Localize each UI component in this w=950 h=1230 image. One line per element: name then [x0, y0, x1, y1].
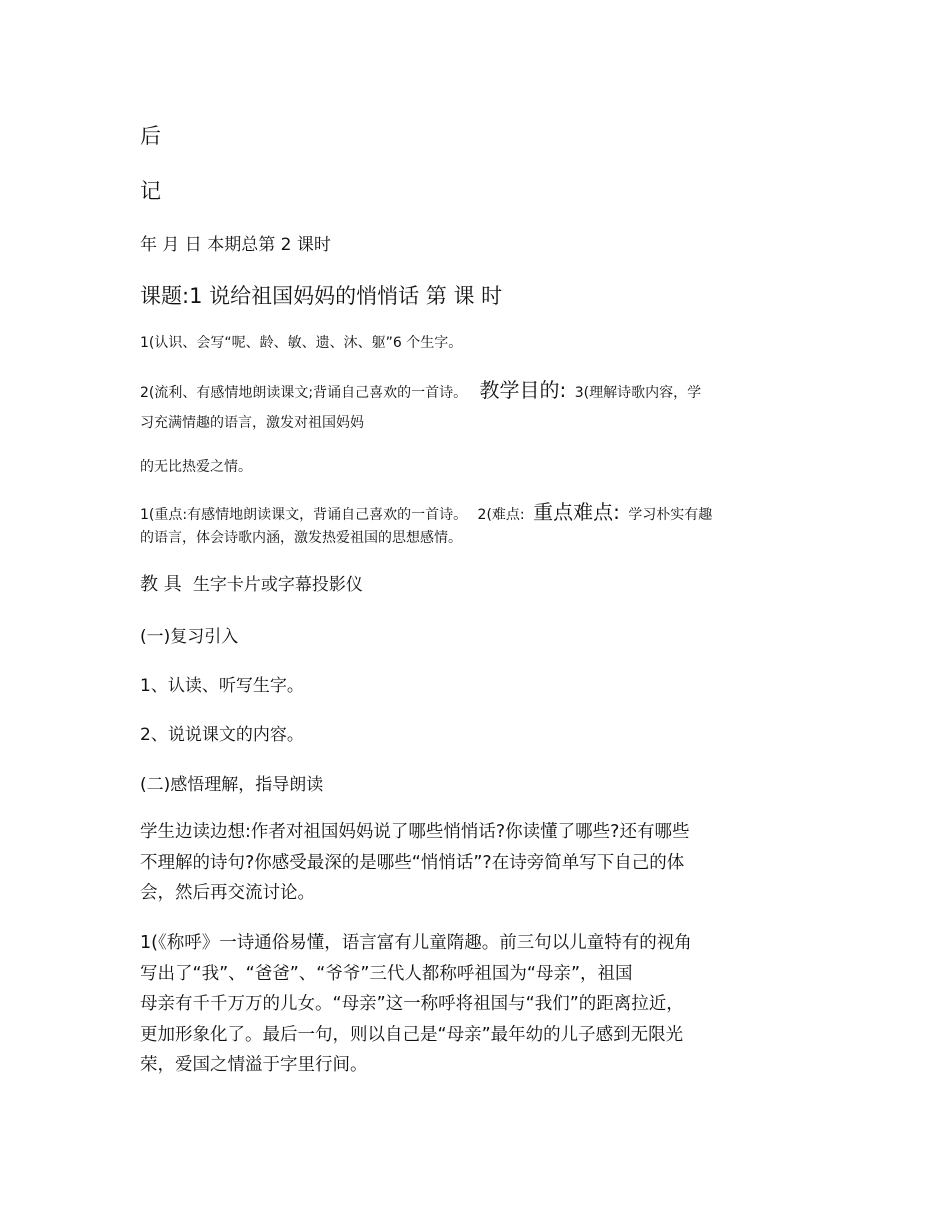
section-review: (一)复习引入	[140, 627, 239, 647]
paragraph-line: 会，然后再交流讨论。	[140, 883, 315, 903]
review-item-1: 1、认读、听写生字。	[140, 676, 304, 696]
date-line: 年 月 日 本期总第 2 课时	[140, 235, 331, 255]
paragraph-line: 1(《称呼》一诗通俗易懂，语言富有儿童隋趣。前三句以儿童特有的视角	[140, 933, 692, 953]
goal-item-2: 2(流利、有感情地朗读课文;背诵自己喜欢的一首诗。	[140, 385, 468, 401]
heading-ji: 记	[140, 179, 161, 203]
goal-line-3: 习充满情趣的语言，激发对祖国妈妈	[140, 415, 364, 431]
goal-line-4: 的无比热爱之情。	[140, 459, 252, 475]
goal-label: 教学目的:	[479, 378, 567, 402]
paragraph-reading-task	[140, 817, 830, 909]
section-understand: (二)感悟理解，指导朗读	[140, 775, 324, 795]
paragraph-poem-analysis	[140, 928, 830, 1081]
goal-line-2	[140, 374, 701, 403]
paragraph-line: 荣，爱国之情溢于字里行间。	[140, 1055, 368, 1075]
difficult-point-label: 2(难点:	[477, 507, 525, 523]
heading-hou: 后	[140, 124, 161, 148]
key-line-1	[140, 496, 712, 525]
tools-label: 教 具	[140, 574, 182, 595]
lesson-title: 课题:1 说给祖国妈妈的悄悄话 第 课 时	[140, 284, 503, 308]
paragraph-line: 写出了“我”、“爸爸”、“爷爷”三代人都称呼祖国为“母亲”，祖国	[140, 963, 633, 984]
paragraph-line: 更加形象化了。最后一句，则以自己是“母亲”最年幼的儿子感到无限光	[140, 1024, 684, 1045]
tools-value: 生字卡片或字幕投影仪	[192, 575, 363, 595]
key-point: 1(重点:有感情地朗读课文，背诵自己喜欢的一首诗。	[140, 507, 468, 523]
paragraph-line: 不理解的诗句?你感受最深的是哪些“悄悄话”?在诗旁简单写下自己的体	[140, 852, 685, 873]
goal-item-3: 3(理解诗歌内容，学	[574, 385, 702, 401]
review-item-2: 2、说说课文的内容。	[140, 725, 304, 745]
tools-line	[140, 570, 363, 596]
paragraph-line: 学生边读边想:作者对祖国妈妈说了哪些悄悄话?你读懂了哪些?还有哪些	[140, 822, 690, 842]
key-label: 重点难点:	[533, 500, 620, 524]
difficult-point: 学习朴实有趣	[628, 507, 713, 523]
key-line-2: 的语言，体会诗歌内涵，激发热爱祖国的思想感情。	[140, 530, 462, 546]
goal-line-1: 1(认识、会写“呢、龄、敏、遗、沐、躯”6 个生字。	[140, 335, 463, 351]
paragraph-line: 母亲有千千万万的儿女。“母亲”这一称呼将祖国与“我们”的距离拉近，	[140, 994, 684, 1014]
